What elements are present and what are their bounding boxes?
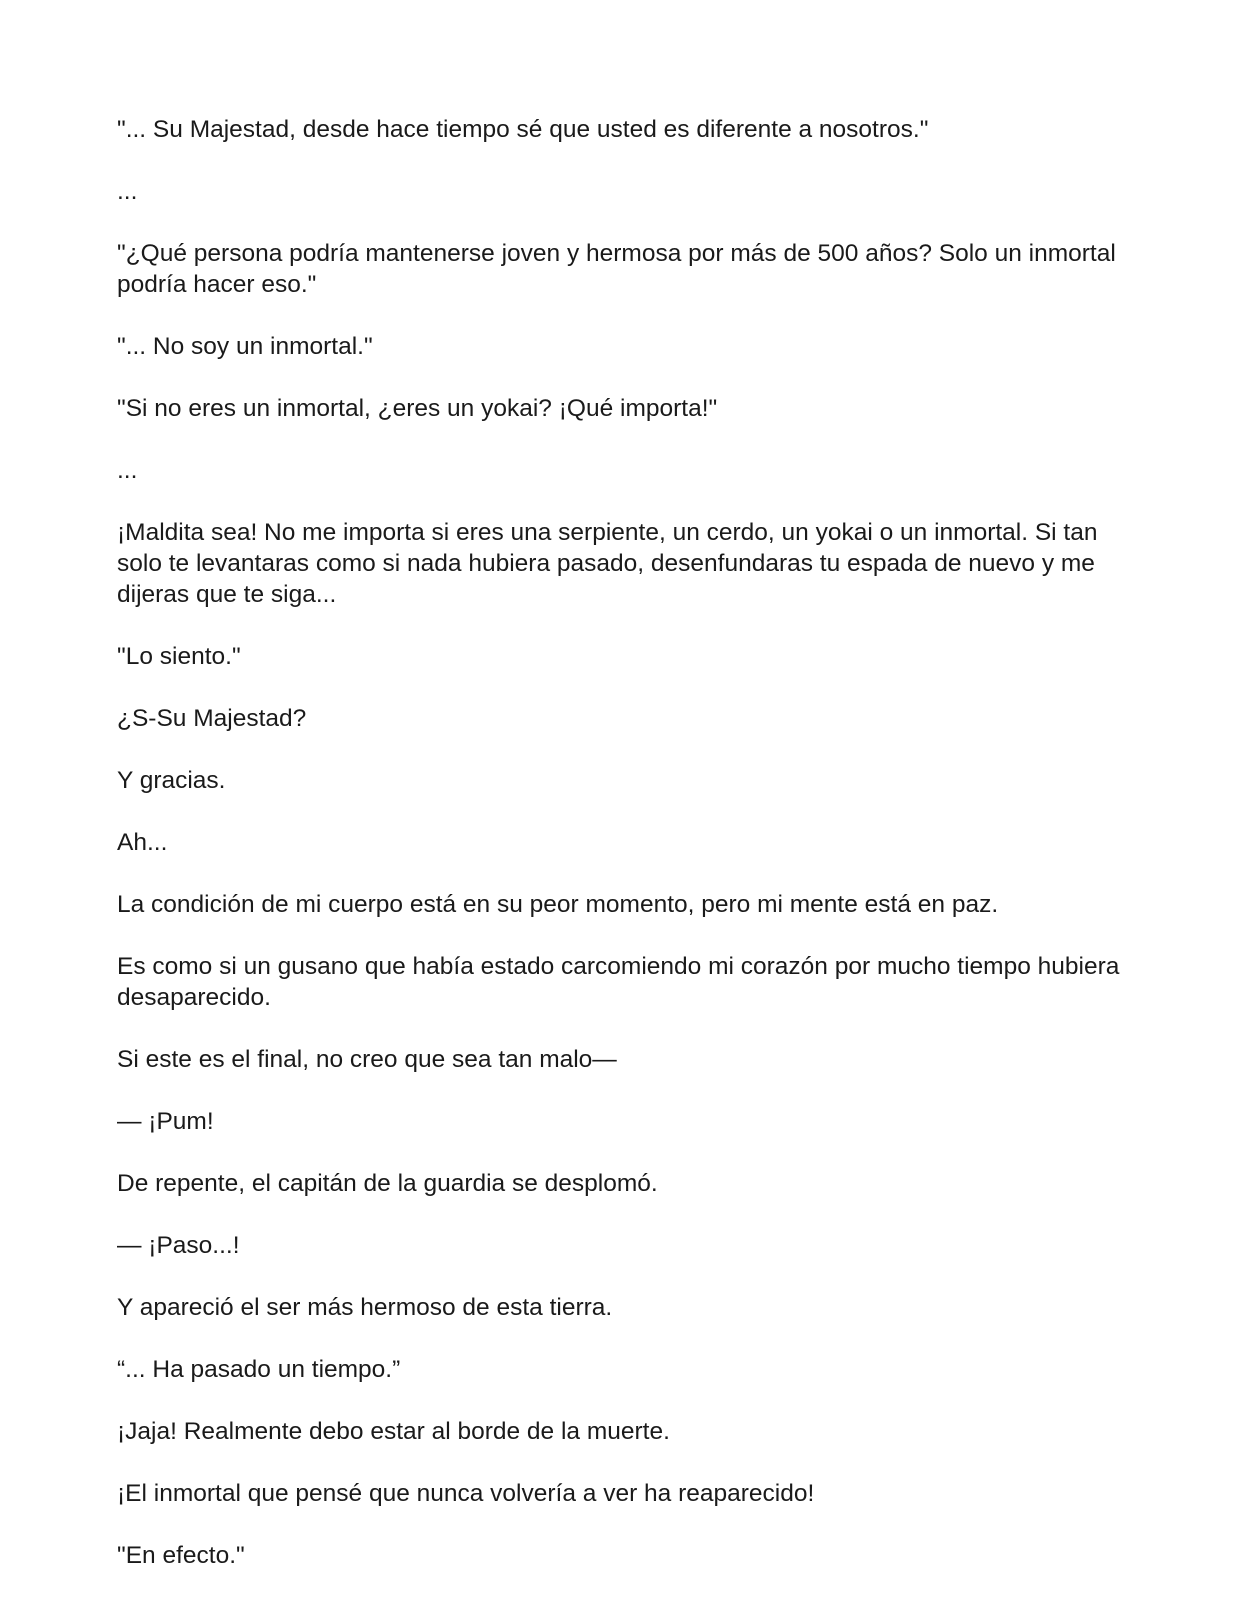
paragraph-14: Si este es el final, no creo que sea tan malo— xyxy=(117,1046,617,1073)
paragraph-16: De repente, el capitán de la guardia se desplomó. xyxy=(117,1170,658,1197)
paragraph-20: ¡Jaja! Realmente debo estar al borde de la muerte. xyxy=(117,1418,670,1445)
paragraph-4: "... No soy un inmortal." xyxy=(117,333,373,360)
paragraph-19: “... Ha pasado un tiempo.” xyxy=(117,1356,401,1383)
paragraph-22: "En efecto." xyxy=(117,1542,245,1569)
paragraph-17: — ¡Paso...! xyxy=(117,1232,240,1259)
paragraph-5: "Si no eres un inmortal, ¿eres un yokai? ¡Qué importa!" xyxy=(117,395,718,422)
paragraph-18: Y apareció el ser más hermoso de esta tierra. xyxy=(117,1294,613,1321)
paragraph-21: ¡El inmortal que pensé que nunca volvería a ver ha reaparecido! xyxy=(117,1480,815,1507)
paragraph-9: ¿S-Su Majestad? xyxy=(117,705,307,732)
paragraph-13: Es como si un gusano que había estado carcomiendo mi corazón por mucho tiempo hubiera desaparecido. xyxy=(117,953,1120,1011)
paragraph-10: Y gracias. xyxy=(117,767,226,794)
paragraph-11: Ah... xyxy=(117,829,168,856)
paragraph-3: "¿Qué persona podría mantenerse joven y hermosa por más de 500 años? Solo un inmortal podría hacer eso." xyxy=(117,240,1116,298)
document-body xyxy=(117,114,1127,1602)
paragraph-7: ¡Maldita sea! No me importa si eres una serpiente, un cerdo, un yokai o un inmortal. Si tan solo te levantaras como si nada hubiera pasado, desenfundaras tu espada de nuevo y me dijeras que te siga... xyxy=(117,519,1098,608)
paragraph-15: — ¡Pum! xyxy=(117,1108,214,1135)
paragraph-1: "... Su Majestad, desde hace tiempo sé que usted es diferente a nosotros." xyxy=(117,116,929,143)
paragraph-6: ... xyxy=(117,457,138,484)
paragraph-12: La condición de mi cuerpo está en su peor momento, pero mi mente está en paz. xyxy=(117,891,999,918)
paragraph-8: "Lo siento." xyxy=(117,643,241,670)
paragraph-2: ... xyxy=(117,178,138,205)
